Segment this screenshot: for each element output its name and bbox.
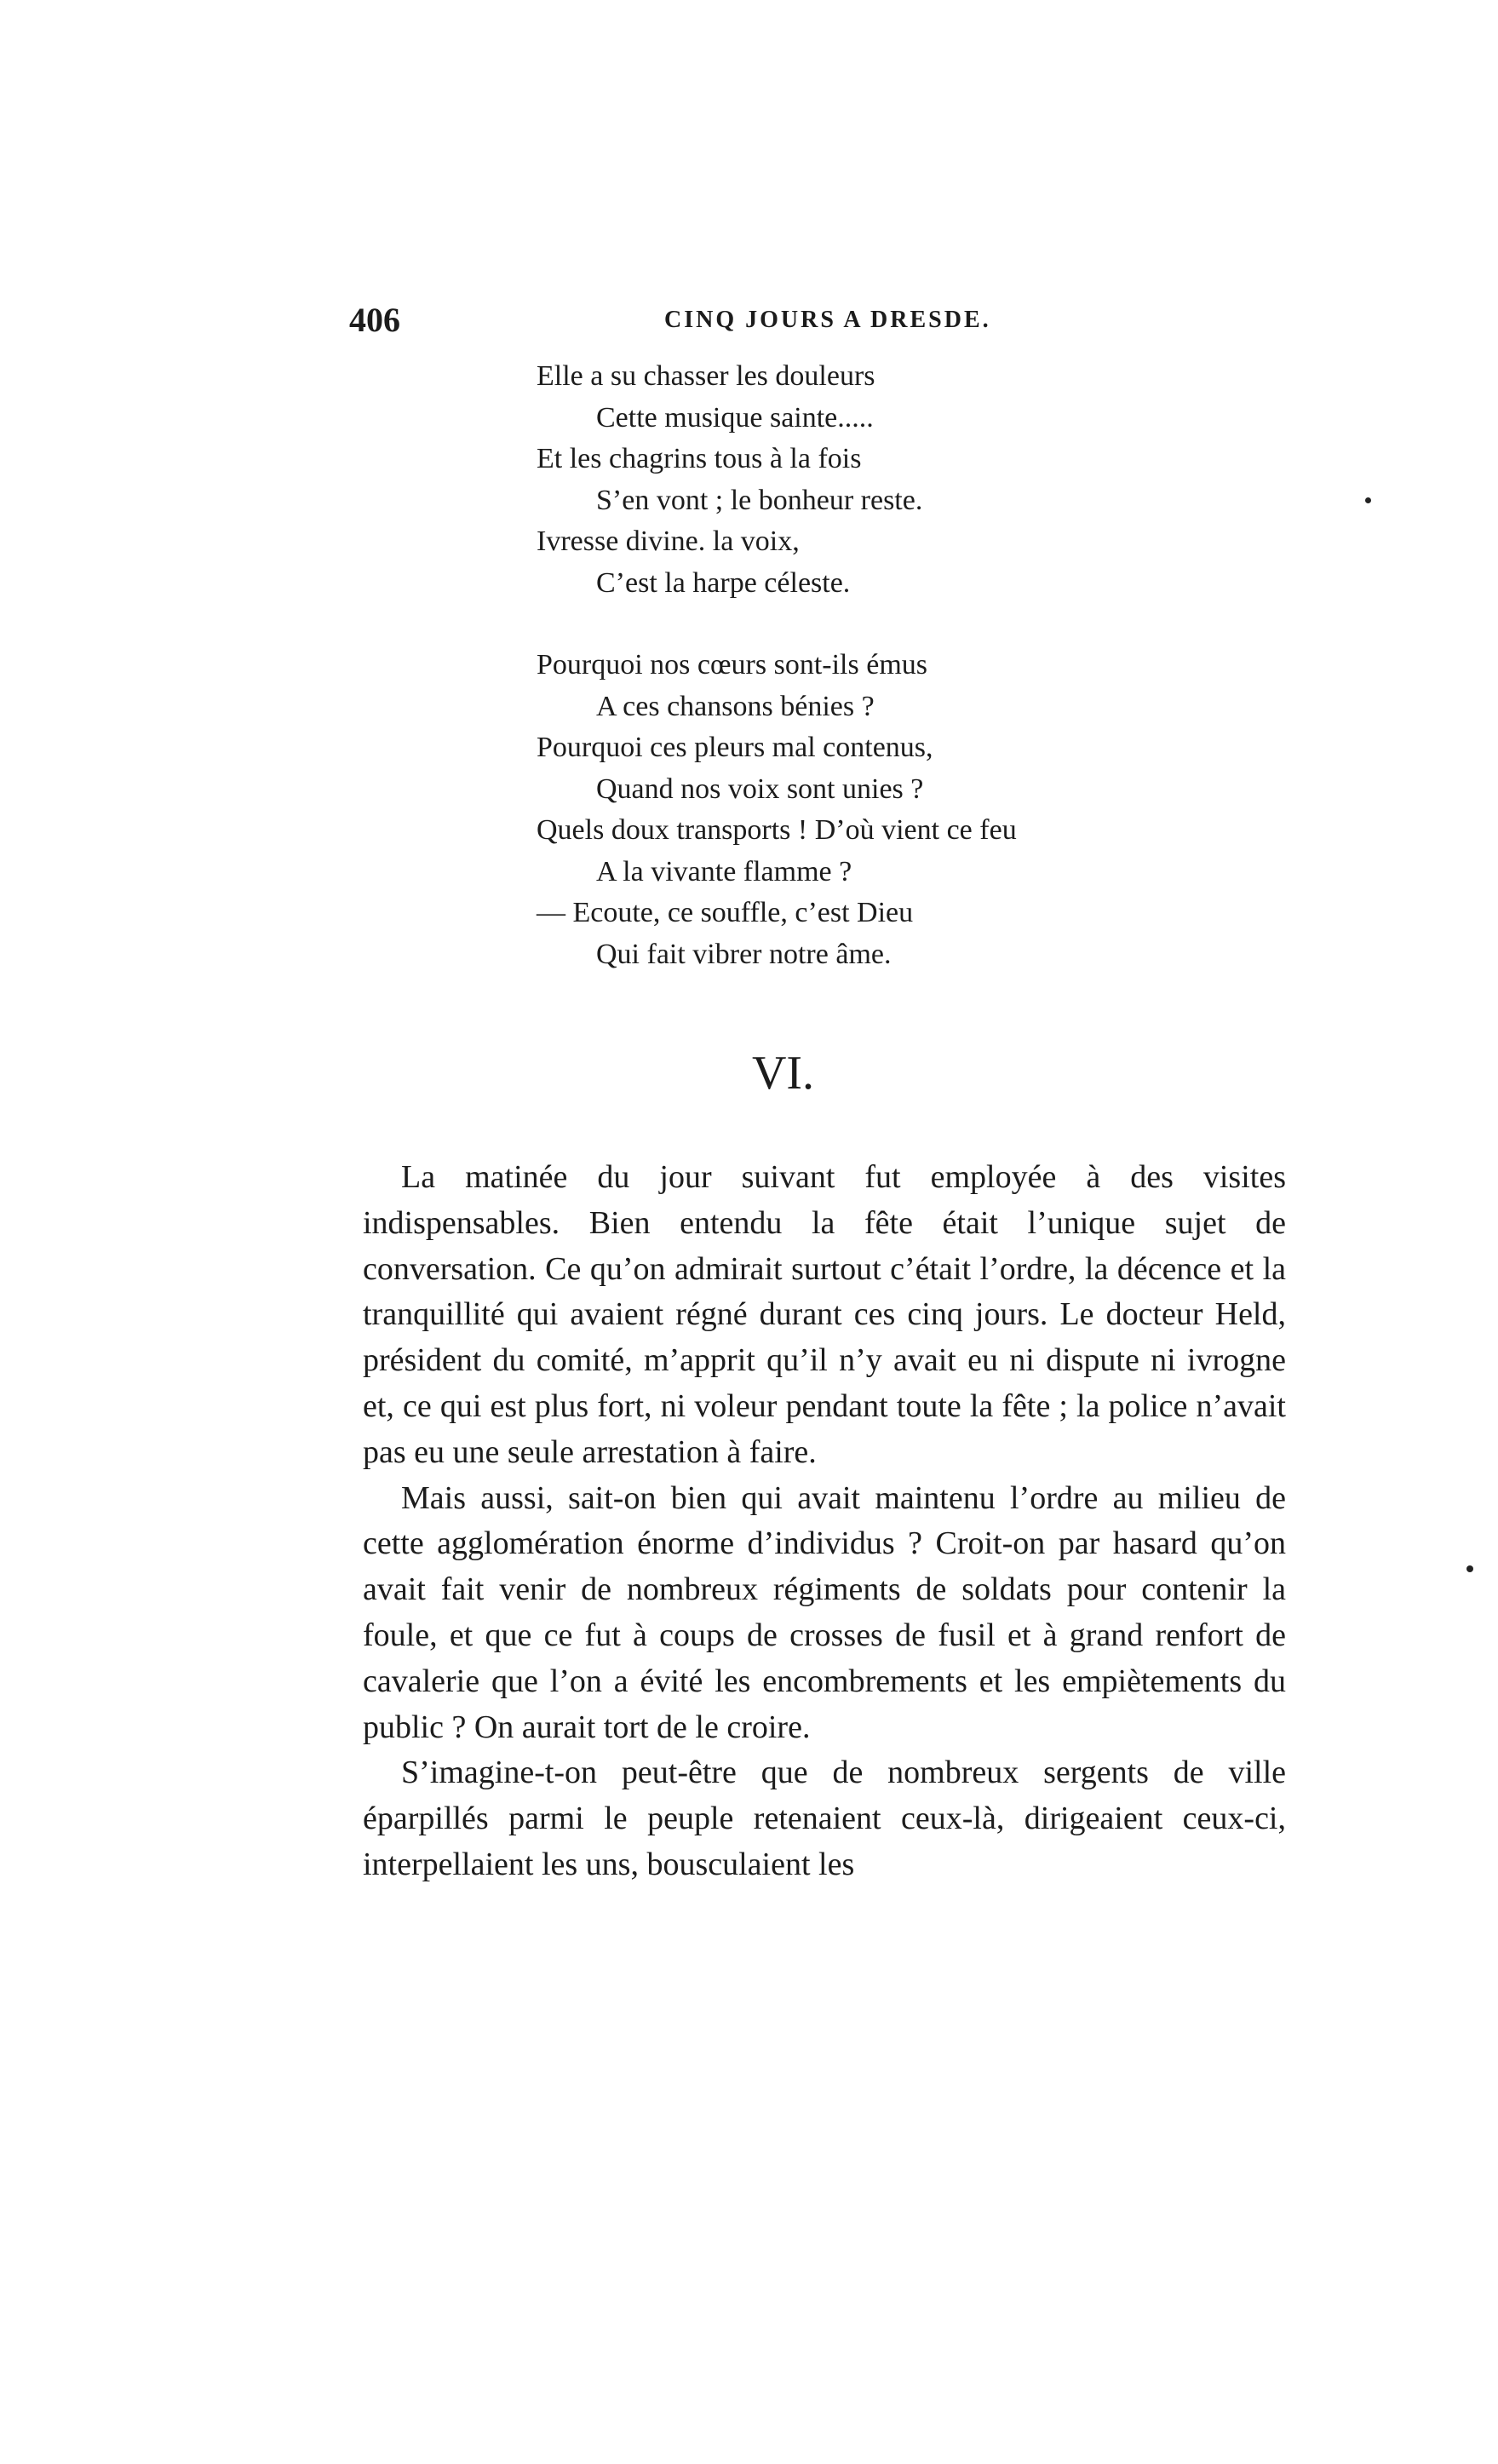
poem-stanza [537,356,1184,604]
verse-line: Cette musique sainte..... [596,401,874,434]
verse-line: Pourquoi nos cœurs sont-ils émus [537,649,927,681]
verse-line: — Ecoute, ce souffle, c’est Dieu [537,897,914,928]
print-speck [1466,1565,1473,1572]
verse-line: Elle a su chasser les douleurs [537,360,875,392]
verse-line: Ivresse divine. la voix, [537,526,800,557]
verse-line: Pourquoi ces pleurs mal contenus, [537,732,933,763]
verse-line: Quels doux transports ! D’où vient ce feu [537,814,1017,846]
poem [537,356,1184,975]
section-heading: VI. [751,1047,815,1100]
verse-line: Quand nos voix sont unies ? [596,773,924,805]
verse-line: A ces chansons bénies ? [596,690,875,722]
prose-body [363,1155,1286,1888]
paragraph: La matinée du jour suivant fut employée à des visites indispensables. Bien entendu la fête était l’unique sujet de conversation. Ce qu’on admirait surtout c’était l’ordre, la décence et la tranquillité qui avaient régné durant ces cinq jours. Le docteur Held, président du comité, m’apprit qu’il n’y avait eu ni dispute ni ivrogne et, ce qui est plus fort, ni voleur pendant toute la fête ; la police n’avait pas eu une seule arrestation à faire. [363,1159,1286,1470]
poem-stanza [537,645,1184,975]
page-number: 406 [349,301,400,339]
verse-line: C’est la harpe céleste. [596,566,851,599]
verse-line: Et les chagrins tous à la fois [537,443,862,474]
verse-line: Qui fait vibrer notre âme. [596,938,892,970]
print-speck [1365,497,1371,503]
verse-line: S’en vont ; le bonheur reste. [596,484,923,516]
verse-line: A la vivante flamme ? [596,855,852,887]
page-header [349,300,1286,342]
paragraph: Mais aussi, sait-on bien qui avait maintenu l’ordre au milieu de cette agglomération énorme d’individus ? Croit-on par hasard qu’on avait fait venir de nombreux régiments de soldats pour contenir la foule, et que ce fut à coups de crosses de fusil et à grand renfort de cavalerie que l’on a évité les encombrements et les empiètements du public ? On aurait tort de le croire. [363,1479,1286,1745]
paragraph: S’imagine-t-on peut-être que de nombreux sergents de ville éparpillés parmi le peuple retenaient ceux-là, dirigeaient ceux-ci, interpellaient les uns, bousculaient les [363,1755,1286,1882]
running-title: CINQ JOURS A DRESDE. [664,307,991,333]
